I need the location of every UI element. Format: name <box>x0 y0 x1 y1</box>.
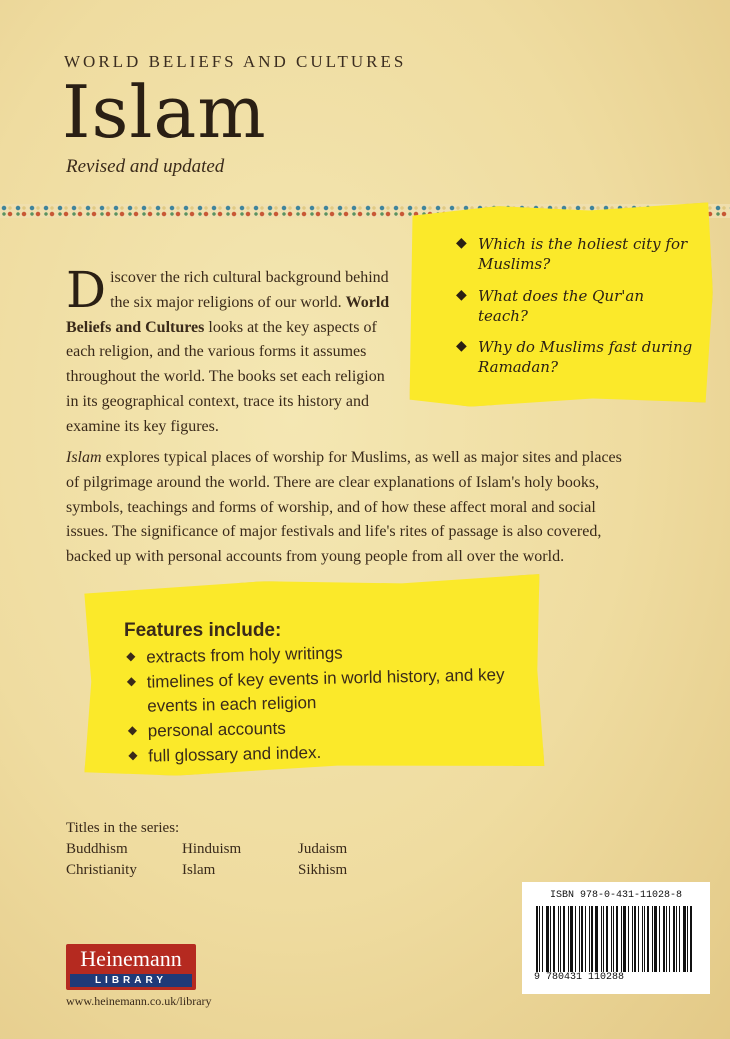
barcode-bar <box>621 906 622 972</box>
question-item: ◆ Why do Muslims fast during Ramadan? <box>456 338 693 377</box>
barcode-bar <box>663 906 665 972</box>
barcode-bar <box>591 906 593 972</box>
series-title-item: Sikhism <box>298 862 348 878</box>
publisher-logo <box>66 944 196 990</box>
series-name: WORLD BELIEFS AND CULTURES <box>64 52 407 71</box>
series-title-item: Hinduism <box>182 841 242 857</box>
series-name-bold: World Beliefs and Cultures <box>66 293 390 336</box>
barcode-bar <box>558 906 559 972</box>
questions-list <box>456 234 696 389</box>
book-title: Islam <box>62 70 267 154</box>
barcode-bar <box>613 906 614 972</box>
intro-paragraph: Discover the rich cultural background behind the six major religions of our world. World Beliefs and Cultures looks at the key aspects of each religion, and the various forms it assumes throughout the world. The books set each religion in its geographical context, trace its history and examine its key figures. <box>66 261 390 435</box>
diamond-bullet-icon: ◆ <box>126 673 137 688</box>
feature-item: ◆ full glossary and index. <box>128 742 322 766</box>
series-title-item: Christianity <box>66 862 137 878</box>
barcode-bar <box>644 906 645 972</box>
barcode-bar <box>632 906 633 972</box>
book-name-italic: Islam <box>66 449 102 466</box>
barcode-bar <box>666 906 667 972</box>
barcode-bar <box>595 906 598 972</box>
barcode-bar <box>683 906 686 972</box>
barcode-box <box>522 882 710 994</box>
feature-item: ◆ timelines of key events in world history, and key events in each religion <box>126 664 505 716</box>
barcode-bar <box>563 906 565 972</box>
barcode-bar <box>652 906 653 972</box>
barcode-bar <box>669 906 670 972</box>
barcode-bar <box>634 906 636 972</box>
series-titles-heading: Titles in the series: <box>66 820 180 836</box>
drop-cap: D <box>66 261 107 319</box>
barcode-bar <box>611 906 612 972</box>
diamond-bullet-icon: ◆ <box>456 235 467 251</box>
series-title-item: Buddhism <box>66 841 128 857</box>
barcode-bar <box>542 906 543 972</box>
barcode-bar <box>654 906 657 972</box>
barcode-bar <box>550 906 551 972</box>
barcode-bar <box>659 906 660 972</box>
barcode-bar <box>581 906 583 972</box>
barcode-bar <box>687 906 688 972</box>
barcode-bar <box>642 906 643 972</box>
barcode-bar <box>553 906 555 972</box>
barcode-bar <box>603 906 604 972</box>
barcode-bar <box>539 906 540 972</box>
barcode-bar <box>628 906 629 972</box>
barcode-bar <box>560 906 561 972</box>
barcode-bar <box>585 906 586 972</box>
question-item: ◆ What does the Qur'an teach? <box>456 286 644 325</box>
diamond-bullet-icon: ◆ <box>126 648 136 663</box>
book-subtitle: Revised and updated <box>66 156 225 177</box>
barcode-bar <box>575 906 576 972</box>
barcode-bar <box>690 906 692 972</box>
barcode-bar <box>579 906 580 972</box>
question-item: ◆ Which is the holiest city for Muslims? <box>456 235 688 274</box>
series-title-item: Judaism <box>298 841 348 857</box>
series-titles-grid <box>66 839 418 881</box>
features-title: Features include: <box>124 620 282 641</box>
series-titles <box>66 818 418 881</box>
barcode-bar <box>568 906 569 972</box>
diamond-bullet-icon: ◆ <box>127 722 138 737</box>
publisher-url: www.heinemann.co.uk/library <box>66 994 212 1008</box>
diamond-bullet-icon: ◆ <box>456 338 467 354</box>
isbn-label: ISBN 978-0-431-11028-8 <box>550 890 683 901</box>
description-paragraph: Islam explores typical places of worship for Muslims, as well as major sites and places of pilgrimage around the world. There are clear explanations of Islam's holy books, symbols, teachings and forms of worship, and of how these affect moral and social issues. The significance of major festivals and life's rites of passage is also covered, backed up with personal accounts from young people from all over the world. <box>66 449 622 566</box>
barcode-bar <box>601 906 602 972</box>
series-title-item: Islam <box>182 862 216 878</box>
diamond-bullet-icon: ◆ <box>128 747 138 762</box>
diamond-bullet-icon: ◆ <box>456 286 467 303</box>
barcode-bar <box>570 906 573 972</box>
publisher-name: Heinemann <box>80 946 182 971</box>
publisher-band <box>70 974 192 987</box>
barcode-bar <box>616 906 618 972</box>
barcode-number: 9 780431 110288 <box>534 972 625 983</box>
barcode-bar <box>673 906 675 972</box>
barcode-bar <box>638 906 639 972</box>
barcode-bar <box>679 906 680 972</box>
feature-item: ◆ extracts from holy writings <box>126 643 343 667</box>
barcode-bar <box>536 906 538 972</box>
barcode-bar <box>647 906 649 972</box>
barcode-bar <box>676 906 677 972</box>
feature-item: ◆ personal accounts <box>127 718 286 741</box>
publisher-band-label: LIBRARY <box>94 975 168 986</box>
barcode-bar <box>589 906 590 972</box>
barcode-bars <box>536 906 696 976</box>
barcode-bar <box>623 906 626 972</box>
features-list <box>126 638 518 769</box>
barcode-bar <box>606 906 608 972</box>
barcode-bar <box>546 906 549 972</box>
